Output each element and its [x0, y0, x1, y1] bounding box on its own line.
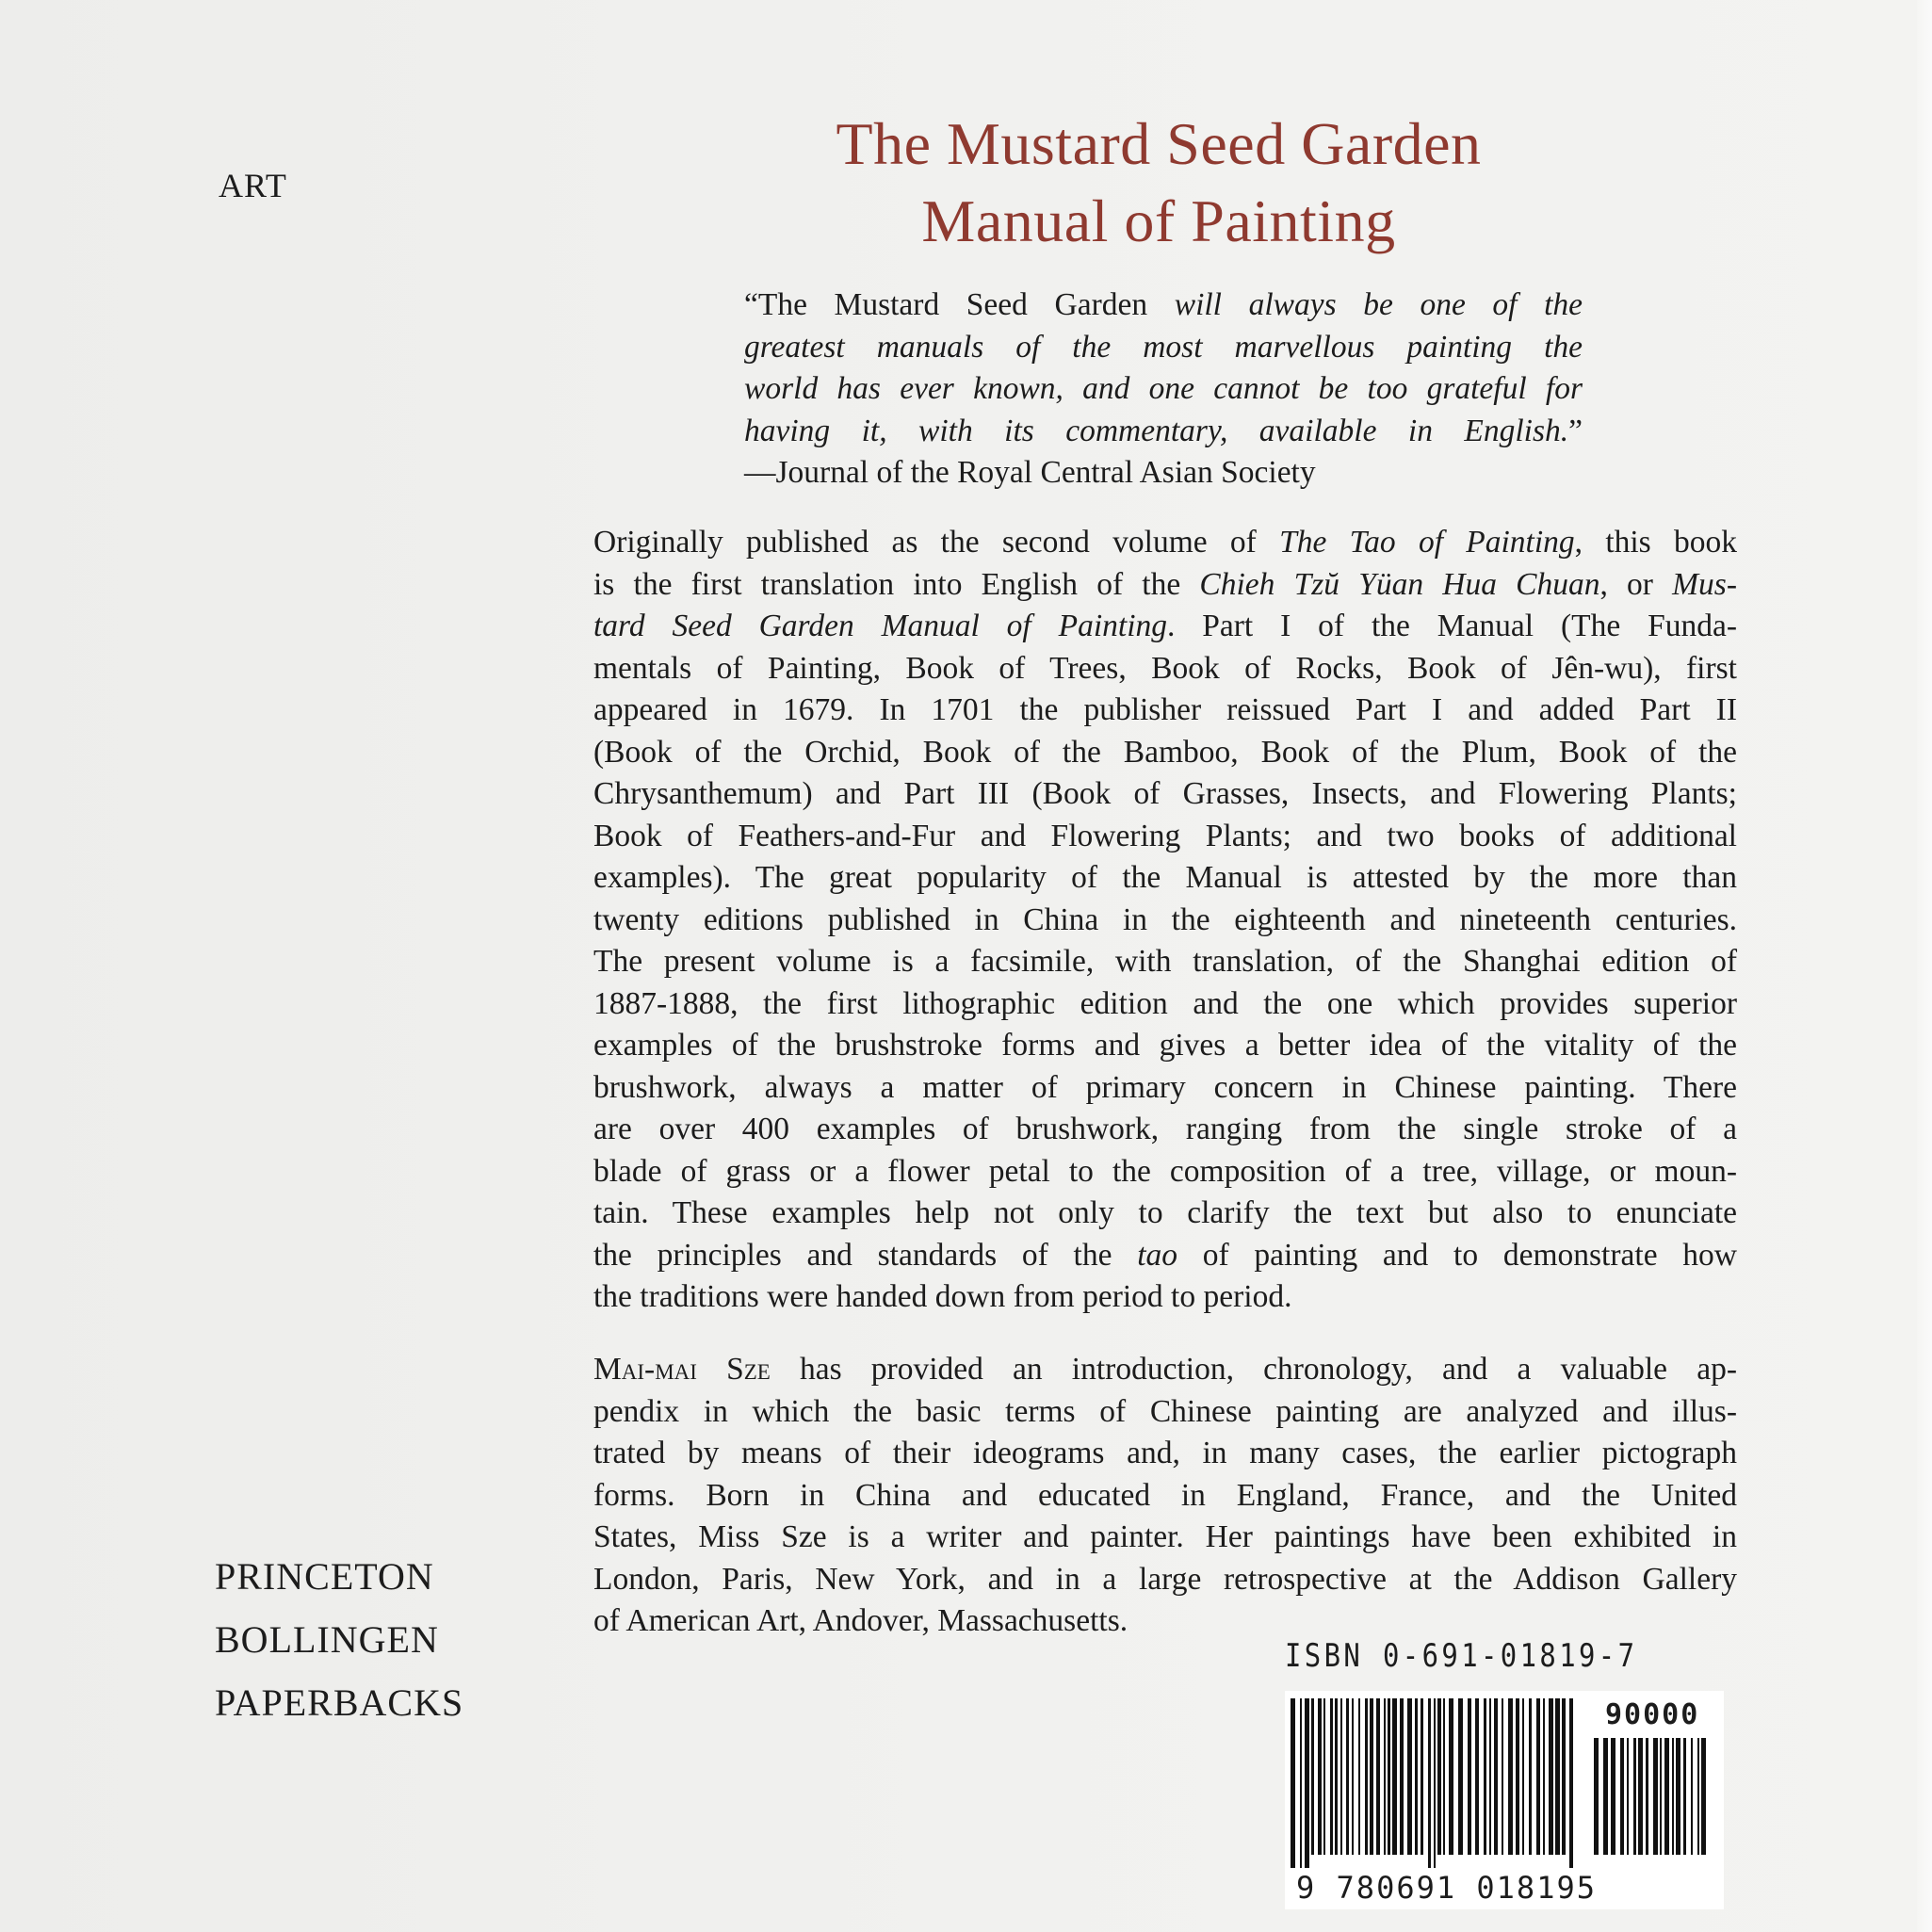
barcode-bar [1516, 1698, 1519, 1855]
title-line-1: The Mustard Seed Garden [836, 110, 1482, 177]
cover-edge [1917, 0, 1932, 1932]
quote-line [744, 284, 1583, 327]
author-line: pendix in which the basic terms of Chinese painting are analyzed and illus- [593, 1393, 1737, 1429]
barcode-bar [1443, 1698, 1445, 1855]
author-text: has provided an introduction, chronology, and a valuable ap- [770, 1352, 1737, 1387]
ean-digits: 9 780691 018195 [1296, 1870, 1597, 1906]
ean-barcode-bars [1291, 1698, 1583, 1868]
barcode-bar [1428, 1698, 1431, 1868]
category-label: ART [219, 167, 287, 204]
barcode-bar [1664, 1738, 1669, 1855]
barcode-bar [1646, 1738, 1648, 1855]
description-line: mentals of Painting, Book of Trees, Book of Rocks, Book of Jên-wu), first [593, 650, 1737, 686]
barcode-bar [1330, 1698, 1333, 1855]
book-title [735, 106, 1583, 260]
description-line: brushwork, always a matter of primary concern in Chinese painting. There [593, 1069, 1737, 1105]
quote-line [744, 411, 1583, 453]
description-line: the traditions were handed down from period to period. [593, 1279, 1292, 1314]
barcode-bar [1676, 1738, 1680, 1855]
barcode-bar [1318, 1698, 1322, 1855]
description-text: tao [1137, 1237, 1178, 1273]
barcode-bar [1365, 1698, 1368, 1855]
quote-source: —Journal of the Royal Central Asian Society [744, 455, 1316, 490]
barcode-bar [1434, 1698, 1436, 1868]
barcode-bar [1549, 1698, 1553, 1855]
barcode-bar [1683, 1738, 1686, 1855]
description-line: twenty editions published in China in the eighteenth and nineteenth centuries. [593, 901, 1737, 937]
barcode-bar [1415, 1698, 1418, 1855]
barcode-bar [1691, 1738, 1693, 1855]
book-description [593, 522, 1737, 1319]
barcode-bar [1543, 1698, 1545, 1855]
barcode-bar [1311, 1698, 1314, 1855]
barcode-bar [1494, 1698, 1498, 1855]
barcode-bar [1594, 1738, 1599, 1855]
description-text: , or [1599, 566, 1673, 602]
quote-text: greatest manuals of the most marvellous painting the [744, 329, 1583, 365]
quote-text: having it, with its commentary, available in English. [744, 413, 1569, 448]
barcode-bar [1701, 1738, 1706, 1855]
barcode-bar [1291, 1698, 1295, 1868]
barcode-bar [1653, 1738, 1658, 1855]
barcode-bar [1536, 1698, 1540, 1855]
barcode-bar [1529, 1698, 1532, 1855]
barcode-bar [1475, 1698, 1479, 1855]
description-line: Chrysanthemum) and Part III (Book of Grasses, Insects, and Flowering Plants; [593, 776, 1737, 811]
author-line: of American Art, Andover, Massachusetts. [593, 1603, 1128, 1638]
barcode-bar [1508, 1698, 1513, 1855]
quote-line [744, 368, 1583, 411]
description-text: , this book [1574, 525, 1737, 560]
barcode-bar [1555, 1698, 1560, 1855]
barcode-bar [1437, 1698, 1441, 1855]
description-text: The Tao of Painting [1279, 525, 1575, 560]
barcode-bar [1376, 1698, 1380, 1855]
barcode-bar [1468, 1698, 1471, 1855]
barcode-bar [1388, 1698, 1390, 1855]
barcode-bar [1449, 1698, 1453, 1855]
description-line [593, 522, 1737, 564]
barcode-bar [1697, 1738, 1699, 1855]
description-line: The present volume is a facsimile, with translation, of the Shanghai edition of [593, 944, 1737, 979]
price-addon-digits: 90000 [1605, 1698, 1700, 1731]
barcode-bar [1370, 1698, 1373, 1855]
review-quote [744, 284, 1583, 495]
barcode-bar [1400, 1698, 1404, 1855]
description-text: Chieh Tzŭ Yüan Hua Chuan [1199, 566, 1600, 602]
barcode-bar [1421, 1698, 1423, 1855]
barcode-bar [1358, 1698, 1360, 1855]
addon-barcode-bars [1594, 1738, 1716, 1868]
description-line: tain. These examples help not only to clarify the text but also to enunciate [593, 1195, 1737, 1230]
barcode [1285, 1691, 1724, 1909]
barcode-bar [1352, 1698, 1354, 1855]
quote-text: ” [1568, 413, 1583, 448]
description-text: . Part I of the Manual (The Funda- [1167, 609, 1737, 643]
description-line: 1887-1888, the first lithographic edition and the one which provides superior [593, 985, 1737, 1021]
barcode-bar [1620, 1738, 1624, 1855]
description-text: tard Seed Garden Manual of Painting [593, 609, 1168, 643]
barcode-bar [1603, 1738, 1608, 1855]
description-line: examples of the brushstroke forms and gives a better idea of the vitality of the [593, 1028, 1737, 1063]
barcode-bar [1502, 1698, 1503, 1855]
author-line: forms. Born in China and educated in England, France, and the United [593, 1477, 1737, 1513]
description-line [593, 606, 1737, 648]
description-line: blade of grass or a flower petal to the composition of a tree, village, or moun- [593, 1153, 1737, 1189]
barcode-bar [1672, 1738, 1674, 1855]
description-text: Mus- [1672, 566, 1738, 602]
quote-text: world has ever known, and one cannot be too grateful for [744, 371, 1583, 406]
publisher-imprint [215, 1545, 463, 1734]
description-text: Originally published as the second volume of [593, 525, 1280, 560]
description-text: the principles and standards of the [593, 1237, 1138, 1273]
description-line [593, 564, 1737, 607]
barcode-bar [1627, 1738, 1629, 1855]
publisher-line: BOLLINGEN [215, 1618, 439, 1661]
description-line: are over 400 examples of brushwork, ranging from the single stroke of a [593, 1112, 1737, 1146]
publisher-line: PAPERBACKS [215, 1681, 464, 1724]
barcode-bar [1484, 1698, 1486, 1855]
author-line: London, Paris, New York, and in a large retrospective at the Addison Gallery [593, 1561, 1737, 1597]
description-line [593, 1235, 1737, 1277]
author-name: Mai-mai Sze [593, 1352, 771, 1387]
author-line: States, Miss Sze is a writer and painter. Her paintings have been exhibited in [593, 1519, 1737, 1554]
title-line-2: Manual of Painting [921, 187, 1396, 254]
barcode-bar [1638, 1738, 1643, 1855]
barcode-bar [1633, 1738, 1636, 1855]
author-bio [593, 1349, 1737, 1643]
description-text: is the first translation into English of the [593, 566, 1200, 602]
barcode-bar [1346, 1698, 1349, 1855]
description-line: examples). The great popularity of the Manual is attested by the more than [593, 860, 1737, 895]
barcode-bar [1522, 1698, 1524, 1855]
author-line: trated by means of their ideograms and, in many cases, the earlier pictograph [593, 1436, 1737, 1470]
barcode-bar [1335, 1698, 1338, 1855]
barcode-bar [1384, 1698, 1386, 1855]
barcode-bar [1660, 1738, 1662, 1855]
quote-text: will always be one of the [1174, 287, 1583, 322]
description-line: appeared in 1679. In 1701 the publisher reissued Part I and added Part II [593, 692, 1737, 727]
barcode-bar [1611, 1738, 1615, 1855]
quote-line [744, 327, 1583, 369]
barcode-bar [1407, 1698, 1412, 1855]
barcode-bar [1562, 1698, 1566, 1855]
barcode-bar [1300, 1698, 1302, 1868]
author-line [593, 1349, 1737, 1391]
barcode-bar [1392, 1698, 1397, 1855]
barcode-bar [1340, 1698, 1342, 1855]
quote-text: “The Mustard Seed Garden [744, 287, 1175, 322]
description-line: Book of Feathers-and-Fur and Flowering Plants; and two books of additional [593, 818, 1737, 853]
barcode-bar [1489, 1698, 1491, 1855]
description-text: of painting and to demonstrate how [1177, 1237, 1737, 1273]
isbn-label: ISBN 0-691-01819-7 [1285, 1637, 1638, 1675]
publisher-line: PRINCETON [215, 1555, 434, 1598]
barcode-bar [1323, 1698, 1325, 1855]
barcode-bar [1305, 1698, 1309, 1868]
description-line: (Book of the Orchid, Book of the Bamboo, Book of the Plum, Book of the [593, 734, 1737, 770]
barcode-bar [1458, 1698, 1463, 1855]
barcode-bar [1569, 1698, 1573, 1868]
